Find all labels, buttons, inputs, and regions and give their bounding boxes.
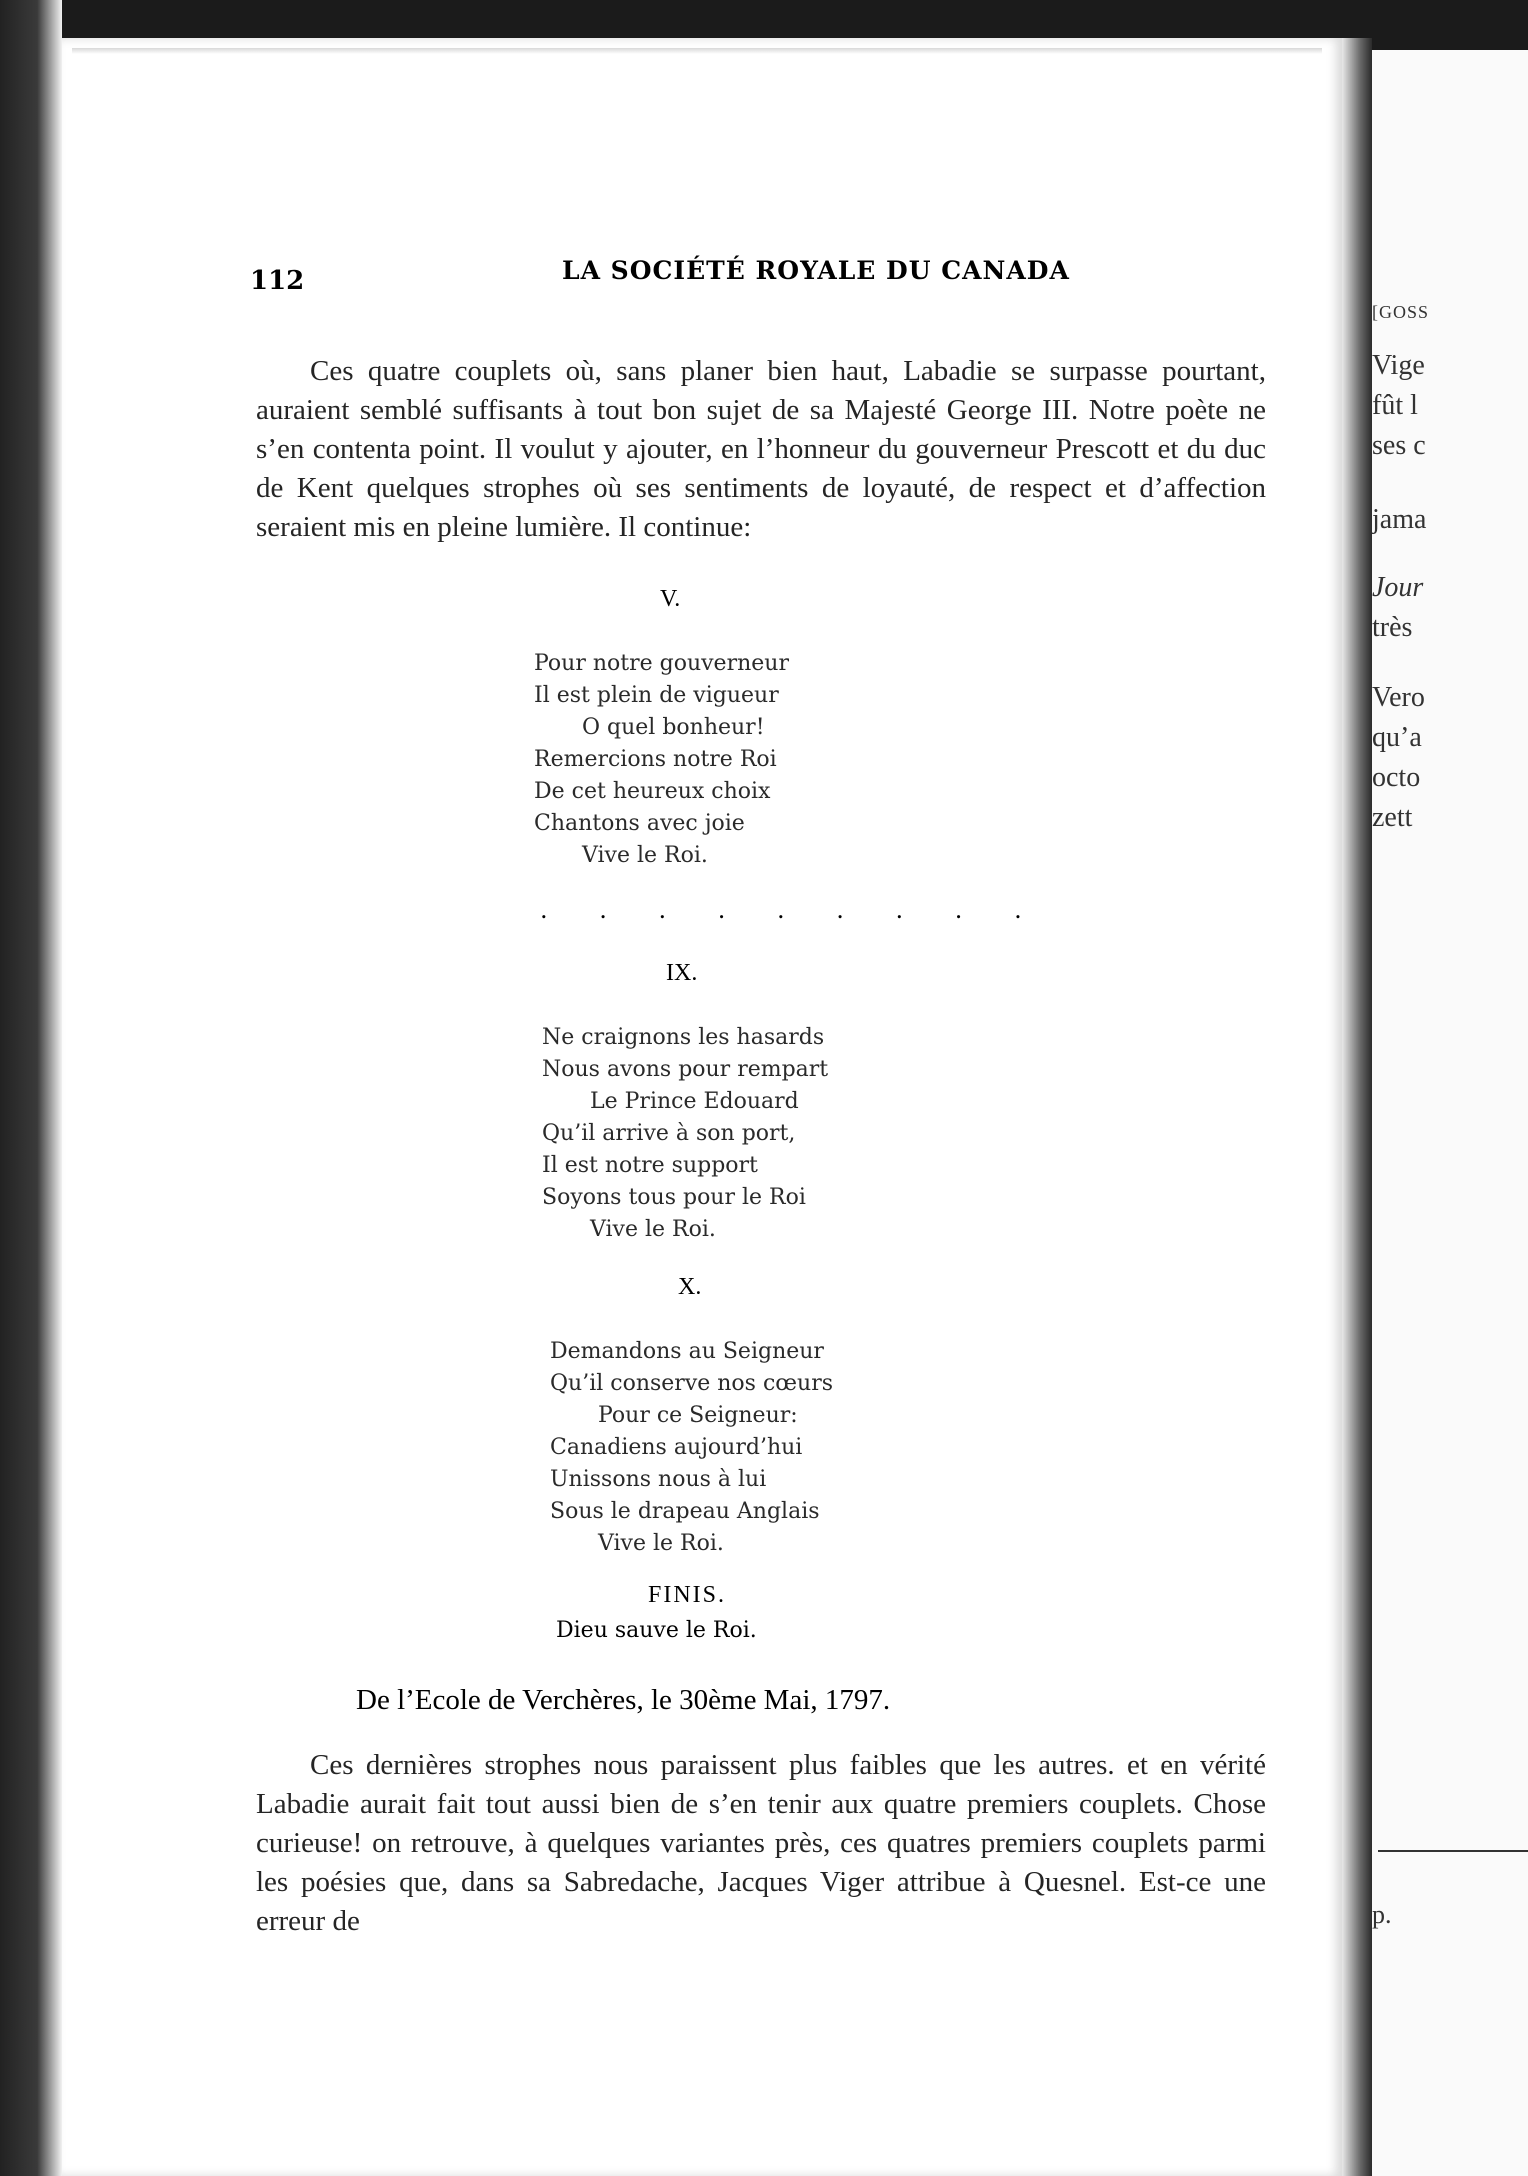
page-number: 112 xyxy=(250,266,305,296)
verse-line: De cet heureux choix xyxy=(534,779,771,804)
verse-line: Il est plein de vigueur xyxy=(534,683,779,708)
verse-line: Vive le Roi. xyxy=(590,1217,716,1242)
stanza-ix xyxy=(542,1022,828,1246)
facing-page-fragment: Vige xyxy=(1372,350,1425,381)
verse-line: Demandons au Seigneur xyxy=(550,1339,824,1364)
book-gutter xyxy=(1342,38,1372,2176)
facing-page-fragment: Jour xyxy=(1372,572,1424,603)
verse-line: Vive le Roi. xyxy=(582,843,708,868)
facing-page-fragment: zett xyxy=(1372,802,1413,833)
verse-line: Soyons tous pour le Roi xyxy=(542,1185,806,1210)
facing-page-footnote-rule xyxy=(1378,1850,1528,1852)
facing-page-fragment: jama xyxy=(1372,504,1427,535)
facing-page-fragment: qu’a xyxy=(1372,722,1422,753)
intro-paragraph xyxy=(256,352,1266,547)
running-title: LA SOCIÉTÉ ROYALE DU CANADA xyxy=(562,256,1070,285)
verse-line: Vive le Roi. xyxy=(598,1531,724,1556)
closing-paragraph-text: Ces dernières strophes nous paraissent plus faibles que les autres. et en vérité Labadie aurait fait tout aussi bien de s’en tenir aux quatre premiers couplets. Chose curieuse! on retrouve, à quelques variantes près, ces quatres premiers couplets parmi les poésies que, dans sa Sabredache, Jacques Viger attribue à Quesnel. Est-ce une erreur de xyxy=(256,1749,1266,1937)
verse-line: Pour ce Seigneur: xyxy=(598,1403,798,1428)
facing-page-fragment: octo xyxy=(1372,762,1421,793)
stanza-x xyxy=(550,1336,833,1560)
verse-line: Remercions notre Roi xyxy=(534,747,777,772)
verse-line: Qu’il arrive à son port, xyxy=(542,1121,796,1146)
stanza-v xyxy=(534,648,789,872)
facing-page-fragment: fût l xyxy=(1372,390,1418,421)
stanza-number-ix: IX. xyxy=(666,960,698,986)
verse-line: Unissons nous à lui xyxy=(550,1467,767,1492)
verse-line: Qu’il conserve nos cœurs xyxy=(550,1371,834,1396)
finis-label: FINIS. xyxy=(648,1582,727,1608)
verse-line: Chantons avec joie xyxy=(534,811,745,836)
facing-page-fragment: Vero xyxy=(1372,682,1425,713)
verse-line: Nous avons pour rempart xyxy=(542,1057,829,1082)
stanza-number-v: V. xyxy=(660,586,681,612)
verse-line: Ne craignons les hasards xyxy=(542,1025,825,1050)
page-top-shadow xyxy=(72,48,1322,54)
verse-line: Le Prince Edouard xyxy=(590,1089,799,1114)
signoff-line: De l’Ecole de Verchères, le 30ème Mai, 1797. xyxy=(356,1684,891,1716)
intro-paragraph-text: Ces quatre couplets où, sans planer bien haut, Labadie se surpasse pourtant, auraient semblé suffisants à tout bon sujet de sa Majesté George III. Notre poète ne s’en contenta point. Il voulut y ajouter, en l’honneur du gouverneur Prescott et du duc de Kent quelques strophes où ses sentiments de loyauté, de respect et d’affection seraient mis en pleine lumière. Il continue: xyxy=(256,355,1266,543)
verse-line: Canadiens aujourd’hui xyxy=(550,1435,803,1460)
facing-page-fragment: très xyxy=(1372,612,1413,643)
facing-page-fragment: ses c xyxy=(1372,430,1426,461)
closing-motto: Dieu sauve le Roi. xyxy=(556,1618,757,1643)
scanner-left-edge xyxy=(0,0,62,2176)
verse-line: O quel bonheur! xyxy=(582,715,765,740)
facing-page-fragment: p. xyxy=(1372,1900,1392,1929)
verse-line: Il est notre support xyxy=(542,1153,758,1178)
facing-page xyxy=(1372,50,1528,2176)
closing-paragraph xyxy=(256,1746,1266,1941)
omission-dots: . . . . . . . . . xyxy=(540,896,1044,924)
stanza-number-x: X. xyxy=(678,1274,702,1300)
verse-line: Pour notre gouverneur xyxy=(534,651,789,676)
facing-page-fragment: [GOSS xyxy=(1372,302,1430,322)
verse-line: Sous le drapeau Anglais xyxy=(550,1499,820,1524)
